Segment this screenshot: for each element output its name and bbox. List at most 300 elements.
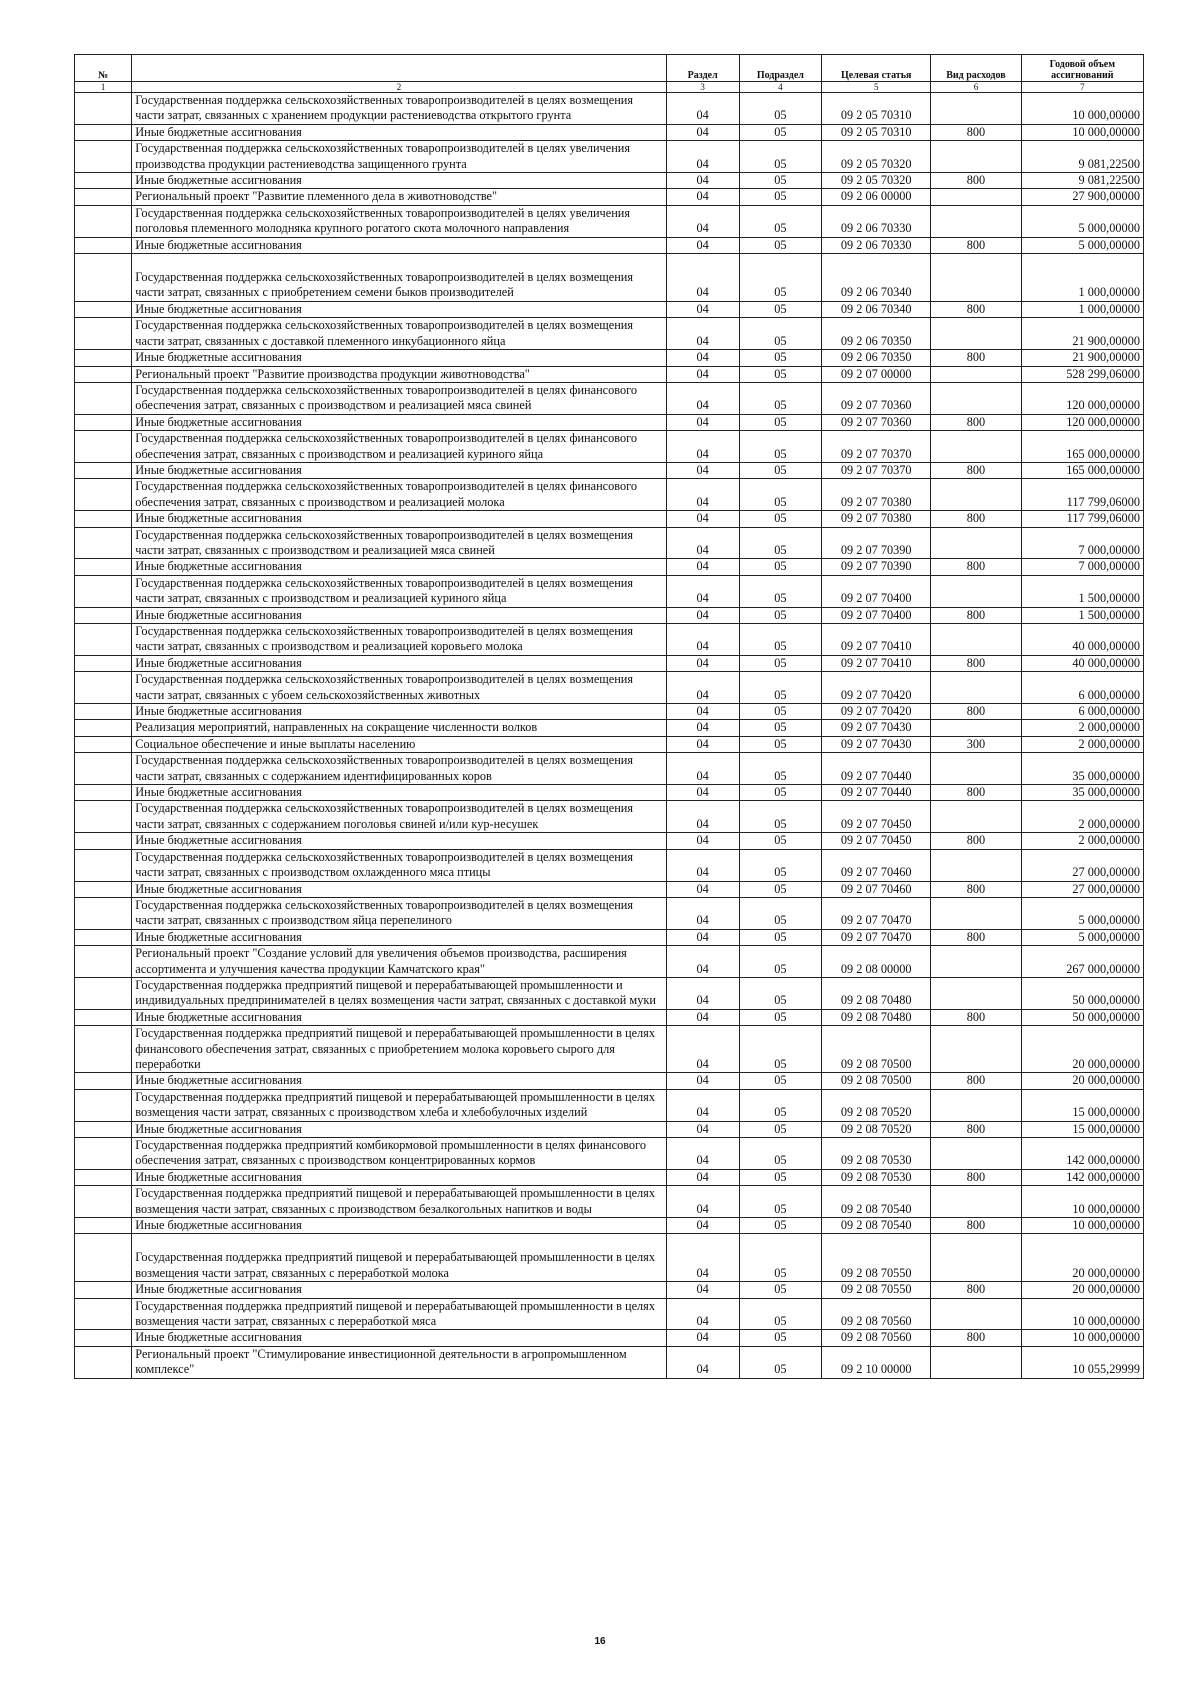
row-name-cell: Государственная поддержка сельскохозяйственных товаропроизводителей в целях возмещения части затрат, связанных с производством охлажденного мяса птицы xyxy=(132,849,667,881)
row-target-article-cell: 09 2 08 70540 xyxy=(822,1218,931,1234)
row-number-cell xyxy=(75,318,132,350)
row-amount-cell: 10 000,00000 xyxy=(1021,1218,1143,1234)
row-number-cell xyxy=(75,414,132,430)
row-name-cell: Иные бюджетные ассигнования xyxy=(132,414,667,430)
row-target-article-cell: 09 2 08 70560 xyxy=(822,1298,931,1330)
row-number-cell xyxy=(75,301,132,317)
row-amount-cell: 7 000,00000 xyxy=(1021,559,1143,575)
row-name-cell: Государственная поддержка предприятий пищевой и перерабатывающей промышленности и индивидуальных предпринимателей в целях возмещения части затрат, связанных с доставкой муки xyxy=(132,977,667,1009)
row-expense-type-cell: 800 xyxy=(931,655,1021,671)
row-razdel-cell: 04 xyxy=(666,881,739,897)
row-amount-cell: 20 000,00000 xyxy=(1021,1026,1143,1073)
row-expense-type-cell: 800 xyxy=(931,173,1021,189)
row-target-article-cell: 09 2 06 70340 xyxy=(822,301,931,317)
row-razdel-cell: 04 xyxy=(666,1218,739,1234)
row-name-cell: Государственная поддержка предприятий пищевой и перерабатывающей промышленности в целях возмещения части затрат, связанных с производством безалкогольных напитков и воды xyxy=(132,1186,667,1218)
row-number-cell xyxy=(75,189,132,205)
row-name-cell: Иные бюджетные ассигнования xyxy=(132,462,667,478)
table-row xyxy=(75,1282,1144,1298)
table-row xyxy=(75,318,1144,350)
row-number-cell xyxy=(75,1186,132,1218)
row-target-article-cell: 09 2 08 70540 xyxy=(822,1186,931,1218)
row-expense-type-cell xyxy=(931,382,1021,414)
row-target-article-cell: 09 2 07 70420 xyxy=(822,672,931,704)
row-razdel-cell: 04 xyxy=(666,929,739,945)
row-name-cell: Государственная поддержка сельскохозяйственных товаропроизводителей в целях возмещения части затрат, связанных с убоем сельскохозяйственных животных xyxy=(132,672,667,704)
table-row xyxy=(75,366,1144,382)
row-podrazdel-cell: 05 xyxy=(739,1089,822,1121)
table-row xyxy=(75,254,1144,302)
row-name-cell: Государственная поддержка сельскохозяйственных товаропроизводителей в целях возмещения части затрат, связанных с производством и реализацией куриного яйца xyxy=(132,575,667,607)
header-expense-type: Вид расходов xyxy=(931,55,1021,82)
row-name-cell: Иные бюджетные ассигнования xyxy=(132,704,667,720)
row-razdel-cell: 04 xyxy=(666,624,739,656)
row-razdel-cell: 04 xyxy=(666,575,739,607)
table-row xyxy=(75,1169,1144,1185)
row-razdel-cell: 04 xyxy=(666,1298,739,1330)
header-podrazdel: Подраздел xyxy=(739,55,822,82)
row-number-cell xyxy=(75,655,132,671)
row-name-cell: Иные бюджетные ассигнования xyxy=(132,1073,667,1089)
row-expense-type-cell: 800 xyxy=(931,785,1021,801)
row-expense-type-cell xyxy=(931,575,1021,607)
table-row xyxy=(75,1026,1144,1073)
row-number-cell xyxy=(75,977,132,1009)
row-podrazdel-cell: 05 xyxy=(739,254,822,302)
row-podrazdel-cell: 05 xyxy=(739,1218,822,1234)
row-name-cell: Социальное обеспечение и иные выплаты населению xyxy=(132,736,667,752)
column-number-4: 4 xyxy=(739,82,822,93)
row-amount-cell: 9 081,22500 xyxy=(1021,173,1143,189)
row-expense-type-cell xyxy=(931,431,1021,463)
row-razdel-cell: 04 xyxy=(666,414,739,430)
row-number-cell xyxy=(75,93,132,125)
table-column-numbers-row xyxy=(75,82,1144,93)
row-name-cell: Государственная поддержка сельскохозяйственных товаропроизводителей в целях возмещения части затрат, связанных с содержанием идентифицированных коров xyxy=(132,753,667,785)
table-row xyxy=(75,1121,1144,1137)
row-number-cell xyxy=(75,1298,132,1330)
row-name-cell: Иные бюджетные ассигнования xyxy=(132,785,667,801)
row-amount-cell: 1 000,00000 xyxy=(1021,254,1143,302)
row-name-cell: Государственная поддержка предприятий пищевой и перерабатывающей промышленности в целях возмещения части затрат, связанных с производством хлеба и хлебобулочных изделий xyxy=(132,1089,667,1121)
row-expense-type-cell xyxy=(931,753,1021,785)
row-number-cell xyxy=(75,881,132,897)
row-amount-cell: 35 000,00000 xyxy=(1021,785,1143,801)
row-razdel-cell: 04 xyxy=(666,205,739,237)
row-amount-cell: 1 000,00000 xyxy=(1021,301,1143,317)
row-target-article-cell: 09 2 07 70430 xyxy=(822,720,931,736)
column-number-7: 7 xyxy=(1021,82,1143,93)
row-podrazdel-cell: 05 xyxy=(739,1009,822,1025)
row-amount-cell: 120 000,00000 xyxy=(1021,414,1143,430)
row-name-cell: Государственная поддержка сельскохозяйственных товаропроизводителей в целях возмещения части затрат, связанных с хранением продукции растениеводства открытого грунта xyxy=(132,93,667,125)
row-target-article-cell: 09 2 07 70400 xyxy=(822,575,931,607)
row-expense-type-cell xyxy=(931,318,1021,350)
row-amount-cell: 1 500,00000 xyxy=(1021,575,1143,607)
row-name-cell: Иные бюджетные ассигнования xyxy=(132,929,667,945)
row-number-cell xyxy=(75,833,132,849)
row-name-cell: Иные бюджетные ассигнования xyxy=(132,173,667,189)
row-expense-type-cell: 800 xyxy=(931,301,1021,317)
row-expense-type-cell: 800 xyxy=(931,1218,1021,1234)
row-razdel-cell: 04 xyxy=(666,704,739,720)
row-podrazdel-cell: 05 xyxy=(739,318,822,350)
table-row xyxy=(75,849,1144,881)
row-target-article-cell: 09 2 07 70410 xyxy=(822,624,931,656)
row-number-cell xyxy=(75,527,132,559)
table-row xyxy=(75,1346,1144,1378)
table-row xyxy=(75,124,1144,140)
row-expense-type-cell xyxy=(931,720,1021,736)
row-expense-type-cell: 800 xyxy=(931,350,1021,366)
column-number-2: 2 xyxy=(132,82,667,93)
row-expense-type-cell xyxy=(931,1138,1021,1170)
row-amount-cell: 2 000,00000 xyxy=(1021,720,1143,736)
table-row xyxy=(75,704,1144,720)
row-razdel-cell: 04 xyxy=(666,124,739,140)
column-number-3: 3 xyxy=(666,82,739,93)
row-name-cell: Государственная поддержка предприятий пищевой и перерабатывающей промышленности в целях финансового обеспечения затрат, связанных с приобретением молока коровьего сырого для переработки xyxy=(132,1026,667,1073)
row-name-cell: Иные бюджетные ассигнования xyxy=(132,655,667,671)
row-podrazdel-cell: 05 xyxy=(739,141,822,173)
row-podrazdel-cell: 05 xyxy=(739,849,822,881)
row-razdel-cell: 04 xyxy=(666,720,739,736)
row-podrazdel-cell: 05 xyxy=(739,977,822,1009)
row-target-article-cell: 09 2 08 70530 xyxy=(822,1169,931,1185)
row-razdel-cell: 04 xyxy=(666,237,739,253)
row-expense-type-cell: 800 xyxy=(931,833,1021,849)
row-expense-type-cell xyxy=(931,1026,1021,1073)
table-row xyxy=(75,946,1144,978)
row-razdel-cell: 04 xyxy=(666,431,739,463)
row-target-article-cell: 09 2 07 00000 xyxy=(822,366,931,382)
row-number-cell xyxy=(75,205,132,237)
row-target-article-cell: 09 2 06 70330 xyxy=(822,205,931,237)
row-podrazdel-cell: 05 xyxy=(739,704,822,720)
row-podrazdel-cell: 05 xyxy=(739,624,822,656)
table-row xyxy=(75,479,1144,511)
header-number: № xyxy=(75,55,132,82)
row-target-article-cell: 09 2 06 70350 xyxy=(822,350,931,366)
header-target-article: Целевая статья xyxy=(822,55,931,82)
row-razdel-cell: 04 xyxy=(666,527,739,559)
row-podrazdel-cell: 05 xyxy=(739,1121,822,1137)
row-expense-type-cell xyxy=(931,1346,1021,1378)
row-amount-cell: 2 000,00000 xyxy=(1021,833,1143,849)
row-podrazdel-cell: 05 xyxy=(739,366,822,382)
table-row xyxy=(75,1234,1144,1282)
row-razdel-cell: 04 xyxy=(666,1138,739,1170)
table-row xyxy=(75,575,1144,607)
row-expense-type-cell xyxy=(931,189,1021,205)
row-amount-cell: 5 000,00000 xyxy=(1021,205,1143,237)
row-name-cell: Государственная поддержка сельскохозяйственных товаропроизводителей в целях возмещения части затрат, связанных с содержанием поголовья свиней и/или кур-несушек xyxy=(132,801,667,833)
row-number-cell xyxy=(75,1089,132,1121)
row-razdel-cell: 04 xyxy=(666,301,739,317)
row-target-article-cell: 09 2 08 70530 xyxy=(822,1138,931,1170)
row-expense-type-cell xyxy=(931,801,1021,833)
table-row xyxy=(75,93,1144,125)
row-number-cell xyxy=(75,1026,132,1073)
row-name-cell: Государственная поддержка сельскохозяйственных товаропроизводителей в целях возмещения части затрат, связанных с производством и реализацией коровьего молока xyxy=(132,624,667,656)
row-razdel-cell: 04 xyxy=(666,801,739,833)
row-name-cell: Государственная поддержка сельскохозяйственных товаропроизводителей в целях увеличения поголовья племенного молодняка крупного рогатого скота молочного направления xyxy=(132,205,667,237)
table-row xyxy=(75,189,1144,205)
table-row xyxy=(75,833,1144,849)
row-razdel-cell: 04 xyxy=(666,849,739,881)
row-number-cell xyxy=(75,897,132,929)
row-target-article-cell: 09 2 07 70450 xyxy=(822,833,931,849)
row-amount-cell: 21 900,00000 xyxy=(1021,318,1143,350)
row-target-article-cell: 09 2 08 00000 xyxy=(822,946,931,978)
row-amount-cell: 20 000,00000 xyxy=(1021,1234,1143,1282)
row-target-article-cell: 09 2 07 70460 xyxy=(822,849,931,881)
row-expense-type-cell: 800 xyxy=(931,1121,1021,1137)
table-row xyxy=(75,414,1144,430)
row-name-cell: Государственная поддержка сельскохозяйственных товаропроизводителей в целях финансового обеспечения затрат, связанных с производством и реализацией молока xyxy=(132,479,667,511)
row-number-cell xyxy=(75,479,132,511)
table-row xyxy=(75,382,1144,414)
table-row xyxy=(75,607,1144,623)
row-number-cell xyxy=(75,1218,132,1234)
row-expense-type-cell xyxy=(931,366,1021,382)
row-number-cell xyxy=(75,672,132,704)
row-expense-type-cell: 800 xyxy=(931,1282,1021,1298)
row-expense-type-cell: 800 xyxy=(931,1169,1021,1185)
row-target-article-cell: 09 2 07 70390 xyxy=(822,527,931,559)
row-number-cell xyxy=(75,801,132,833)
row-podrazdel-cell: 05 xyxy=(739,881,822,897)
row-expense-type-cell xyxy=(931,897,1021,929)
row-amount-cell: 15 000,00000 xyxy=(1021,1121,1143,1137)
row-podrazdel-cell: 05 xyxy=(739,607,822,623)
row-expense-type-cell xyxy=(931,141,1021,173)
row-expense-type-cell: 800 xyxy=(931,124,1021,140)
row-target-article-cell: 09 2 08 70500 xyxy=(822,1026,931,1073)
row-razdel-cell: 04 xyxy=(666,753,739,785)
row-expense-type-cell: 800 xyxy=(931,1009,1021,1025)
row-name-cell: Иные бюджетные ассигнования xyxy=(132,237,667,253)
row-podrazdel-cell: 05 xyxy=(739,1073,822,1089)
row-target-article-cell: 09 2 07 70380 xyxy=(822,479,931,511)
row-target-article-cell: 09 2 07 70470 xyxy=(822,929,931,945)
row-amount-cell: 35 000,00000 xyxy=(1021,753,1143,785)
row-expense-type-cell xyxy=(931,1298,1021,1330)
row-number-cell xyxy=(75,1073,132,1089)
row-target-article-cell: 09 2 07 70370 xyxy=(822,431,931,463)
row-target-article-cell: 09 2 08 70480 xyxy=(822,977,931,1009)
row-razdel-cell: 04 xyxy=(666,1282,739,1298)
row-target-article-cell: 09 2 07 70450 xyxy=(822,801,931,833)
row-name-cell: Иные бюджетные ассигнования xyxy=(132,124,667,140)
row-podrazdel-cell: 05 xyxy=(739,414,822,430)
row-razdel-cell: 04 xyxy=(666,1234,739,1282)
row-podrazdel-cell: 05 xyxy=(739,1186,822,1218)
row-target-article-cell: 09 2 07 70420 xyxy=(822,704,931,720)
row-amount-cell: 267 000,00000 xyxy=(1021,946,1143,978)
table-row xyxy=(75,1073,1144,1089)
row-target-article-cell: 09 2 08 70560 xyxy=(822,1330,931,1346)
row-number-cell xyxy=(75,237,132,253)
row-target-article-cell: 09 2 06 70330 xyxy=(822,237,931,253)
row-podrazdel-cell: 05 xyxy=(739,1138,822,1170)
row-podrazdel-cell: 05 xyxy=(739,1298,822,1330)
row-number-cell xyxy=(75,1121,132,1137)
row-podrazdel-cell: 05 xyxy=(739,462,822,478)
table-row xyxy=(75,462,1144,478)
row-expense-type-cell xyxy=(931,849,1021,881)
row-expense-type-cell: 800 xyxy=(931,1073,1021,1089)
row-number-cell xyxy=(75,366,132,382)
row-razdel-cell: 04 xyxy=(666,1009,739,1025)
row-razdel-cell: 04 xyxy=(666,93,739,125)
row-amount-cell: 21 900,00000 xyxy=(1021,350,1143,366)
row-name-cell: Иные бюджетные ассигнования xyxy=(132,1121,667,1137)
row-number-cell xyxy=(75,849,132,881)
table-header-row xyxy=(75,55,1144,82)
row-podrazdel-cell: 05 xyxy=(739,801,822,833)
row-razdel-cell: 04 xyxy=(666,141,739,173)
row-expense-type-cell xyxy=(931,1234,1021,1282)
row-razdel-cell: 04 xyxy=(666,479,739,511)
row-expense-type-cell xyxy=(931,1186,1021,1218)
row-target-article-cell: 09 2 07 70470 xyxy=(822,897,931,929)
header-name xyxy=(132,55,667,82)
row-number-cell xyxy=(75,382,132,414)
row-name-cell: Региональный проект "Создание условий для увеличения объемов производства, расширения ассортимента и улучшения качества продукции Камчатского края" xyxy=(132,946,667,978)
table-row xyxy=(75,672,1144,704)
row-target-article-cell: 09 2 08 70520 xyxy=(822,1121,931,1137)
row-name-cell: Иные бюджетные ассигнования xyxy=(132,1282,667,1298)
row-podrazdel-cell: 05 xyxy=(739,124,822,140)
table-row xyxy=(75,1089,1144,1121)
row-number-cell xyxy=(75,946,132,978)
row-amount-cell: 10 000,00000 xyxy=(1021,1330,1143,1346)
row-number-cell xyxy=(75,141,132,173)
row-number-cell xyxy=(75,720,132,736)
table-row xyxy=(75,720,1144,736)
row-expense-type-cell: 800 xyxy=(931,929,1021,945)
row-razdel-cell: 04 xyxy=(666,1346,739,1378)
row-razdel-cell: 04 xyxy=(666,254,739,302)
row-number-cell xyxy=(75,462,132,478)
row-razdel-cell: 04 xyxy=(666,977,739,1009)
row-target-article-cell: 09 2 08 70550 xyxy=(822,1282,931,1298)
row-razdel-cell: 04 xyxy=(666,897,739,929)
row-number-cell xyxy=(75,1330,132,1346)
row-podrazdel-cell: 05 xyxy=(739,237,822,253)
row-expense-type-cell xyxy=(931,205,1021,237)
row-target-article-cell: 09 2 07 70440 xyxy=(822,753,931,785)
row-razdel-cell: 04 xyxy=(666,736,739,752)
row-podrazdel-cell: 05 xyxy=(739,720,822,736)
row-amount-cell: 117 799,06000 xyxy=(1021,511,1143,527)
row-target-article-cell: 09 2 07 70370 xyxy=(822,462,931,478)
row-razdel-cell: 04 xyxy=(666,1169,739,1185)
row-amount-cell: 10 000,00000 xyxy=(1021,1186,1143,1218)
row-podrazdel-cell: 05 xyxy=(739,785,822,801)
row-amount-cell: 142 000,00000 xyxy=(1021,1138,1143,1170)
table-row xyxy=(75,1009,1144,1025)
row-razdel-cell: 04 xyxy=(666,672,739,704)
row-name-cell: Иные бюджетные ассигнования xyxy=(132,1169,667,1185)
table-row xyxy=(75,431,1144,463)
row-razdel-cell: 04 xyxy=(666,1089,739,1121)
row-expense-type-cell xyxy=(931,946,1021,978)
row-amount-cell: 20 000,00000 xyxy=(1021,1282,1143,1298)
table-row xyxy=(75,527,1144,559)
row-amount-cell: 6 000,00000 xyxy=(1021,704,1143,720)
row-name-cell: Государственная поддержка сельскохозяйственных товаропроизводителей в целях возмещения части затрат, связанных с производством яйца перепелиного xyxy=(132,897,667,929)
row-expense-type-cell: 800 xyxy=(931,559,1021,575)
row-number-cell xyxy=(75,1346,132,1378)
row-expense-type-cell: 800 xyxy=(931,237,1021,253)
table-row xyxy=(75,801,1144,833)
row-target-article-cell: 09 2 07 70360 xyxy=(822,382,931,414)
table-row xyxy=(75,1218,1144,1234)
row-amount-cell: 1 500,00000 xyxy=(1021,607,1143,623)
row-target-article-cell: 09 2 05 70320 xyxy=(822,173,931,189)
table-row xyxy=(75,1330,1144,1346)
row-razdel-cell: 04 xyxy=(666,189,739,205)
row-expense-type-cell xyxy=(931,624,1021,656)
row-number-cell xyxy=(75,753,132,785)
row-expense-type-cell xyxy=(931,672,1021,704)
column-number-6: 6 xyxy=(931,82,1021,93)
row-expense-type-cell: 800 xyxy=(931,414,1021,430)
table-row xyxy=(75,173,1144,189)
row-target-article-cell: 09 2 07 70360 xyxy=(822,414,931,430)
row-podrazdel-cell: 05 xyxy=(739,382,822,414)
row-razdel-cell: 04 xyxy=(666,833,739,849)
table-row xyxy=(75,1298,1144,1330)
table-row xyxy=(75,736,1144,752)
row-amount-cell: 20 000,00000 xyxy=(1021,1073,1143,1089)
row-podrazdel-cell: 05 xyxy=(739,527,822,559)
table-row xyxy=(75,929,1144,945)
table-row xyxy=(75,1138,1144,1170)
row-target-article-cell: 09 2 06 70340 xyxy=(822,254,931,302)
row-podrazdel-cell: 05 xyxy=(739,736,822,752)
row-amount-cell: 142 000,00000 xyxy=(1021,1169,1143,1185)
table-row xyxy=(75,301,1144,317)
row-razdel-cell: 04 xyxy=(666,655,739,671)
budget-table xyxy=(74,54,1144,1379)
row-podrazdel-cell: 05 xyxy=(739,559,822,575)
row-target-article-cell: 09 2 05 70320 xyxy=(822,141,931,173)
row-razdel-cell: 04 xyxy=(666,382,739,414)
row-amount-cell: 5 000,00000 xyxy=(1021,929,1143,945)
row-podrazdel-cell: 05 xyxy=(739,833,822,849)
row-target-article-cell: 09 2 07 70410 xyxy=(822,655,931,671)
row-name-cell: Государственная поддержка сельскохозяйственных товаропроизводителей в целях возмещения части затрат, связанных с приобретением семени быков производителей xyxy=(132,254,667,302)
row-expense-type-cell xyxy=(931,527,1021,559)
row-razdel-cell: 04 xyxy=(666,350,739,366)
table-row xyxy=(75,350,1144,366)
row-amount-cell: 27 000,00000 xyxy=(1021,881,1143,897)
row-podrazdel-cell: 05 xyxy=(739,479,822,511)
row-razdel-cell: 04 xyxy=(666,1330,739,1346)
row-podrazdel-cell: 05 xyxy=(739,1330,822,1346)
row-name-cell: Иные бюджетные ассигнования xyxy=(132,1330,667,1346)
row-razdel-cell: 04 xyxy=(666,462,739,478)
row-amount-cell: 5 000,00000 xyxy=(1021,237,1143,253)
row-target-article-cell: 09 2 07 70380 xyxy=(822,511,931,527)
row-number-cell xyxy=(75,173,132,189)
row-amount-cell: 117 799,06000 xyxy=(1021,479,1143,511)
row-amount-cell: 40 000,00000 xyxy=(1021,655,1143,671)
page-number: 16 xyxy=(594,1636,606,1647)
